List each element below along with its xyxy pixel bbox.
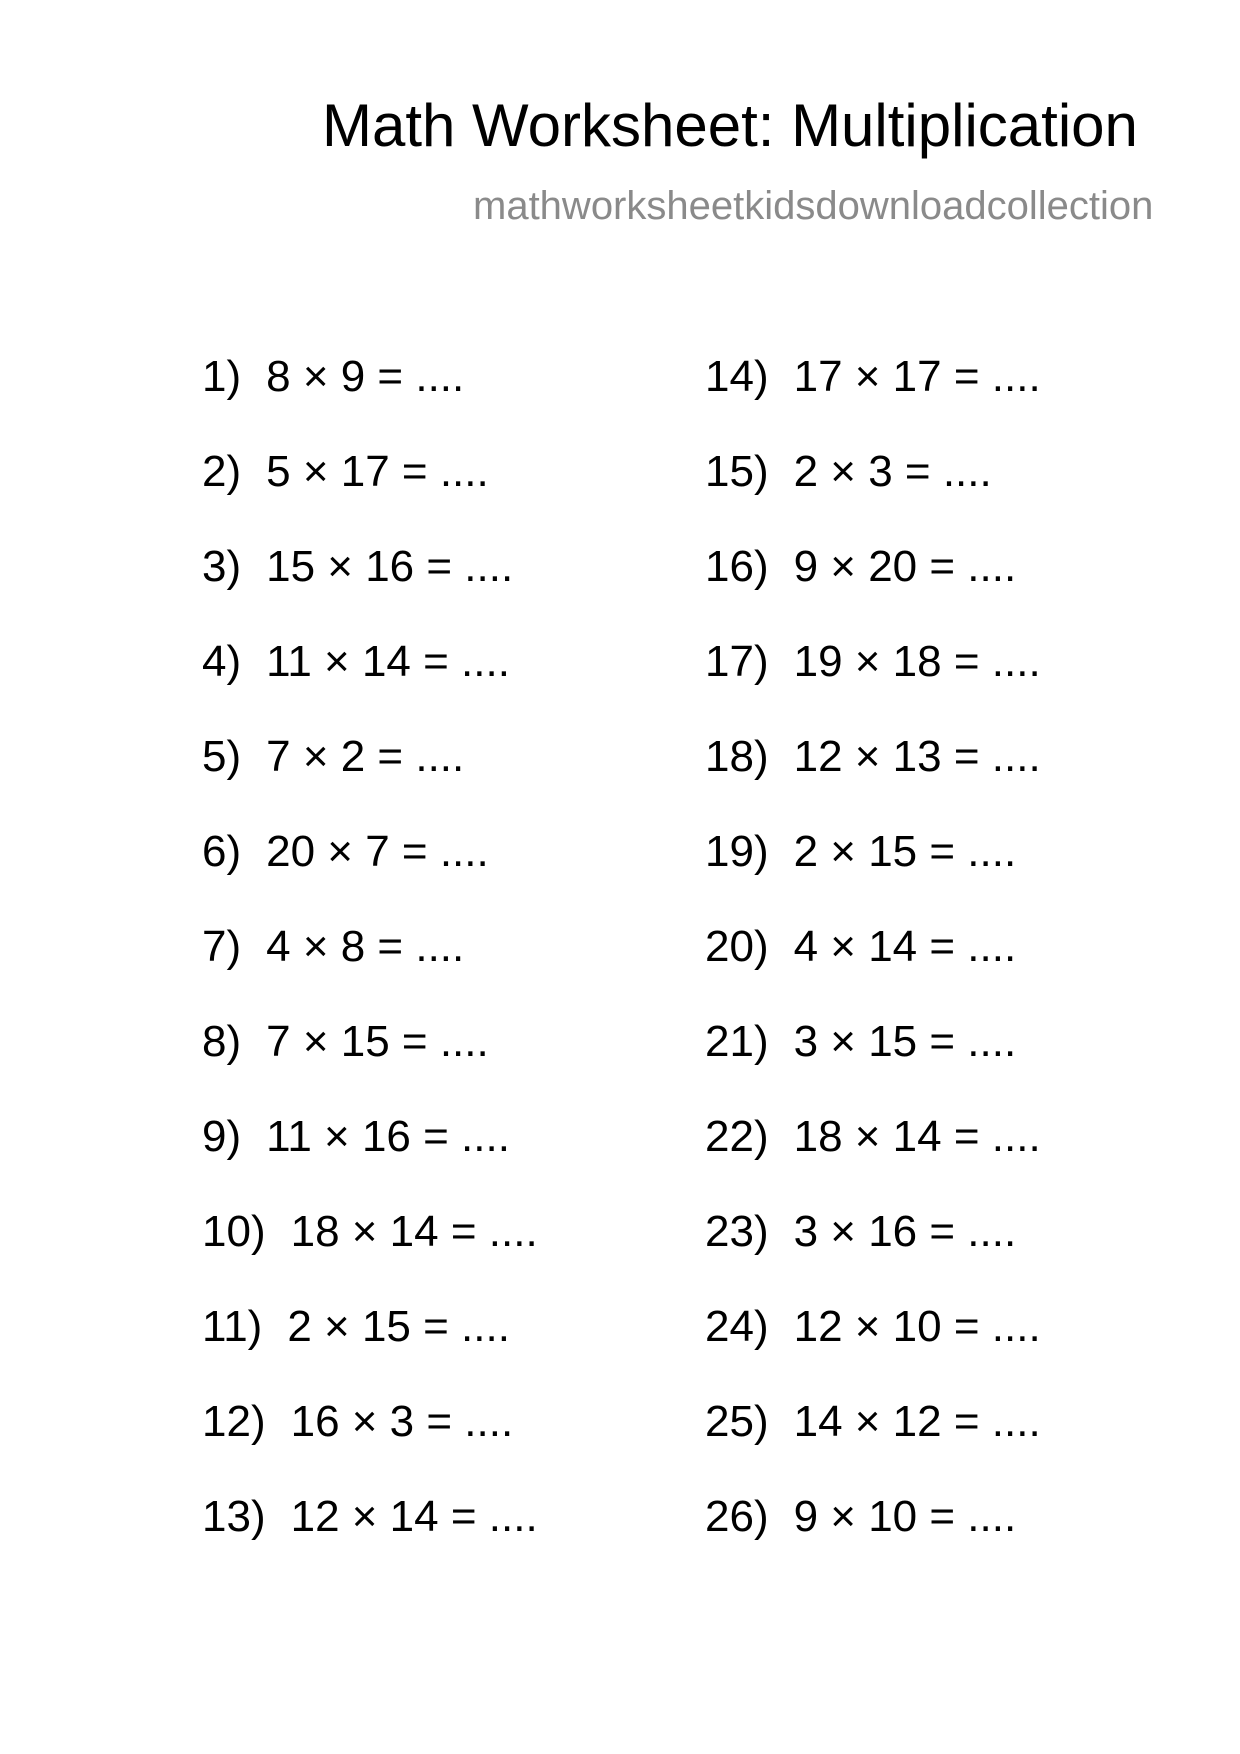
problem-number: 19) [705,827,769,876]
problem-number: 26) [705,1492,769,1541]
problem-number: 3) [202,542,242,591]
problem-item [202,1397,538,1492]
problem-item [202,1112,538,1207]
problem-expression: 12 × 14 = .... [290,1492,538,1541]
problem-expression: 5 × 17 = .... [266,447,489,496]
problem-number: 20) [705,922,769,971]
problem-item [705,637,1041,732]
problem-item [705,352,1041,447]
problem-item [202,447,538,542]
problem-item [705,1207,1041,1302]
problem-number: 21) [705,1017,769,1066]
problem-item [705,1112,1041,1207]
problem-expression: 4 × 14 = .... [793,922,1017,971]
problem-item [202,1017,538,1112]
problem-number: 25) [705,1397,769,1446]
problem-expression: 18 × 14 = .... [290,1207,538,1256]
problem-expression: 8 × 9 = .... [266,352,465,401]
problem-number: 1) [202,352,242,401]
problem-item [705,1302,1041,1397]
problem-item [705,447,1041,542]
source-watermark: mathworksheetkidsdownloadcollection [473,184,1154,228]
problem-expression: 7 × 2 = .... [266,732,465,781]
problem-item [202,1207,538,1302]
problem-number: 4) [202,637,242,686]
problem-expression: 2 × 15 = .... [793,827,1017,876]
problem-expression: 16 × 3 = .... [290,1397,514,1446]
problem-expression: 14 × 12 = .... [793,1397,1041,1446]
problem-expression: 18 × 14 = .... [793,1112,1041,1161]
problem-item [705,1492,1041,1587]
problem-expression: 19 × 18 = .... [793,637,1041,686]
problem-item [705,1397,1041,1492]
problem-item [705,922,1041,1017]
problem-number: 18) [705,732,769,781]
problem-item [705,542,1041,637]
problem-expression: 4 × 8 = .... [266,922,465,971]
problem-expression: 2 × 15 = .... [287,1302,510,1351]
problem-item [202,1302,538,1397]
problem-number: 14) [705,352,769,401]
problem-number: 17) [705,637,769,686]
problem-number: 6) [202,827,242,876]
problem-number: 23) [705,1207,769,1256]
problem-expression: 11 × 16 = .... [266,1112,510,1161]
problem-number: 15) [705,447,769,496]
problem-number: 16) [705,542,769,591]
problem-item [202,827,538,922]
problem-expression: 12 × 10 = .... [793,1302,1041,1351]
problem-expression: 2 × 3 = .... [793,447,992,496]
problem-item [202,542,538,637]
problem-item [705,732,1041,827]
page-title: Math Worksheet: Multiplication [322,92,1138,159]
problem-item [202,922,538,1017]
problem-expression: 7 × 15 = .... [266,1017,489,1066]
problem-item [202,1492,538,1587]
problem-list-right [705,352,1041,1587]
problem-item [202,637,538,732]
problem-expression: 3 × 16 = .... [793,1207,1017,1256]
problem-item [202,352,538,447]
problem-expression: 9 × 20 = .... [793,542,1017,591]
problem-number: 9) [202,1112,242,1161]
problem-item [705,827,1041,922]
problem-expression: 12 × 13 = .... [793,732,1041,781]
problem-expression: 9 × 10 = .... [793,1492,1017,1541]
problem-expression: 3 × 15 = .... [793,1017,1017,1066]
problem-number: 24) [705,1302,769,1351]
problem-number: 11) [202,1302,263,1351]
problem-expression: 15 × 16 = .... [266,542,514,591]
problem-number: 12) [202,1397,266,1446]
problem-list-left [202,352,538,1587]
problem-number: 13) [202,1492,266,1541]
problem-number: 7) [202,922,242,971]
problem-number: 2) [202,447,242,496]
problem-number: 10) [202,1207,266,1256]
problem-expression: 17 × 17 = .... [793,352,1041,401]
problem-expression: 20 × 7 = .... [266,827,489,876]
problem-number: 8) [202,1017,242,1066]
problem-number: 5) [202,732,242,781]
problem-item [705,1017,1041,1112]
problem-number: 22) [705,1112,769,1161]
problem-expression: 11 × 14 = .... [266,637,510,686]
problem-item [202,732,538,827]
